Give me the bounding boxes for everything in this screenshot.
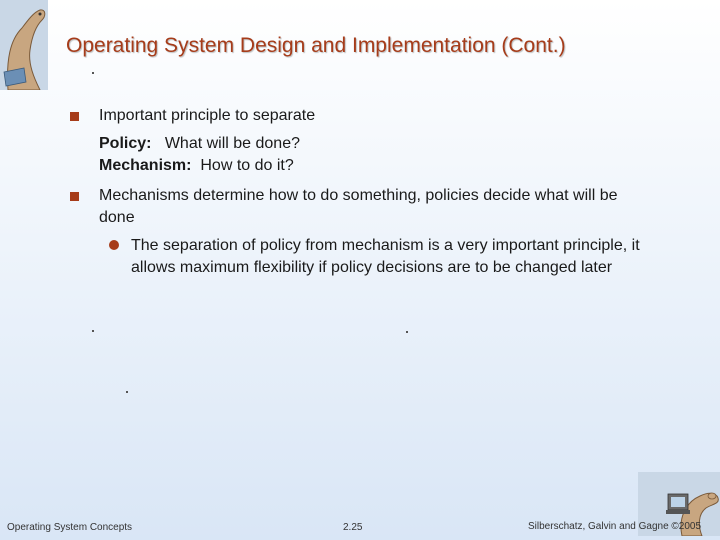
footer-course: Operating System Concepts	[7, 522, 133, 533]
square-bullet-icon	[70, 112, 79, 121]
bullet-1-text: Important principle to separate	[99, 107, 316, 124]
bullet-2-text: Mechanisms determine how to do something, policies decide what will be done	[99, 187, 618, 226]
speck-mark	[92, 330, 94, 332]
mechanism-line	[99, 155, 294, 177]
dinosaur-logo-icon	[0, 0, 48, 90]
mechanism-text: How to do it?	[200, 157, 294, 174]
mechanism-label: Mechanism:	[99, 157, 192, 174]
speck-mark	[92, 72, 94, 74]
speck-mark	[406, 331, 408, 333]
policy-line	[99, 133, 300, 155]
policy-text: What will be done?	[164, 135, 300, 152]
policy-label: Policy:	[99, 135, 152, 152]
slide-title: Operating System Design and Implementation (Cont.)	[66, 34, 566, 57]
footer-page-number: 2.25	[343, 522, 363, 533]
bullet-2	[70, 185, 670, 229]
sub-bullet-text: The separation of policy from mechanism is a very important principle, it allows maximum flexibility if policy decisions are to be changed later	[131, 237, 640, 276]
bullet-1	[70, 105, 670, 127]
round-bullet-icon	[109, 240, 119, 250]
speck-mark	[126, 391, 128, 393]
footer-copyright: Silberschatz, Galvin and Gagne ©2005	[528, 521, 702, 532]
square-bullet-icon	[70, 192, 79, 201]
